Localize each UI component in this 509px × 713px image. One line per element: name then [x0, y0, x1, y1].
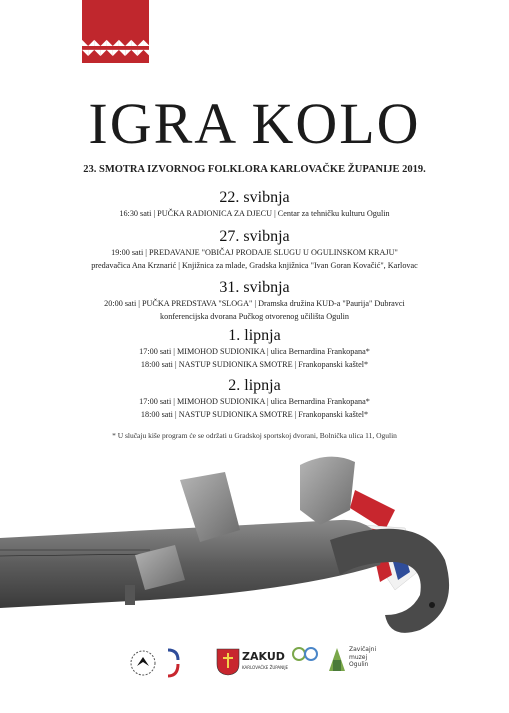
day-line: 17:00 sati | MIMOHOD SUDIONIKA | ulica Bernardina Frankopana*: [139, 397, 370, 406]
county-coat-of-arms-icon: [216, 648, 240, 676]
poster-subtitle: 23. SMOTRA IZVORNOG FOLKLORA KARLOVAČKE ŽUPANIJE 2019.: [83, 164, 426, 175]
ministry-logo-icon: [166, 648, 180, 678]
day-line: konferencijska dvorana Pučkog otvorenog učilišta Ogulin: [160, 312, 349, 321]
program-day: [0, 377, 509, 421]
tuning-peg: [300, 457, 355, 525]
museum-logo-icon: [328, 646, 346, 672]
museum-label: Zavičajni muzej Ogulin: [349, 646, 377, 668]
zakud-subtitle: KARLOVAČKE ŽUPANIJE: [242, 665, 289, 670]
zigzag-pattern-icon: ◣◢◣◢◣◢◣◢◣◢◣◢ ◥◤◥◤◥◤◥◤◥◤◥◤: [82, 38, 156, 57]
program-day: [0, 228, 509, 272]
festival-logo: [82, 0, 156, 63]
day-line: 18:00 sati | NASTUP SUDIONIKA SMOTRE | Frankopanski kaštel*: [140, 360, 369, 369]
day-line: 19:00 sati | PREDAVANJE "OBIČAJ PRODAJE SLUGU U OGULINSKOM KRAJU": [111, 248, 398, 257]
day-date: 2. lipnja: [228, 377, 281, 394]
rain-note: * U slučaju kiše program će se održati u Gradskoj sportskoj dvorani, Bolnička ulica 11, Ogulin: [112, 431, 397, 440]
zakud-logo: ZAKUD: [242, 650, 285, 663]
instrument-neck: [0, 520, 385, 608]
day-line: 18:00 sati | NASTUP SUDIONIKA SMOTRE | Frankopanski kaštel*: [140, 410, 369, 419]
day-date: 1. lipnja: [228, 327, 281, 344]
program-day: [0, 327, 509, 371]
poster-title: IGRA KOLO: [88, 91, 421, 156]
instrument-photo: [0, 450, 509, 640]
day-date: 22. svibnja: [219, 189, 290, 206]
day-line: 17:00 sati | MIMOHOD SUDIONIKA | ulica Bernardina Frankopana*: [139, 347, 370, 356]
day-date: 31. svibnja: [219, 279, 290, 296]
day-line: predavačica Ana Krznarić | Knjižnica za mlade, Gradska knjižnica "Ivan Goran Kovačić", Karlovac: [91, 261, 418, 270]
day-date: 27. svibnja: [219, 228, 290, 245]
town-logo-icon: [290, 644, 320, 668]
day-line: 20:00 sati | PUČKA PREDSTAVA "SLOGA" | Dramska družina KUD-a "Paurija" Dubravci: [104, 299, 405, 308]
day-line: 16:30 sati | PUČKA RADIONICA ZA DJECU | Centar za tehničku kulturu Ogulin: [119, 209, 390, 218]
program-day: [0, 189, 509, 220]
partner-emblem-icon: [130, 650, 156, 676]
partner-logos: [120, 638, 390, 688]
program-day: [0, 279, 509, 323]
